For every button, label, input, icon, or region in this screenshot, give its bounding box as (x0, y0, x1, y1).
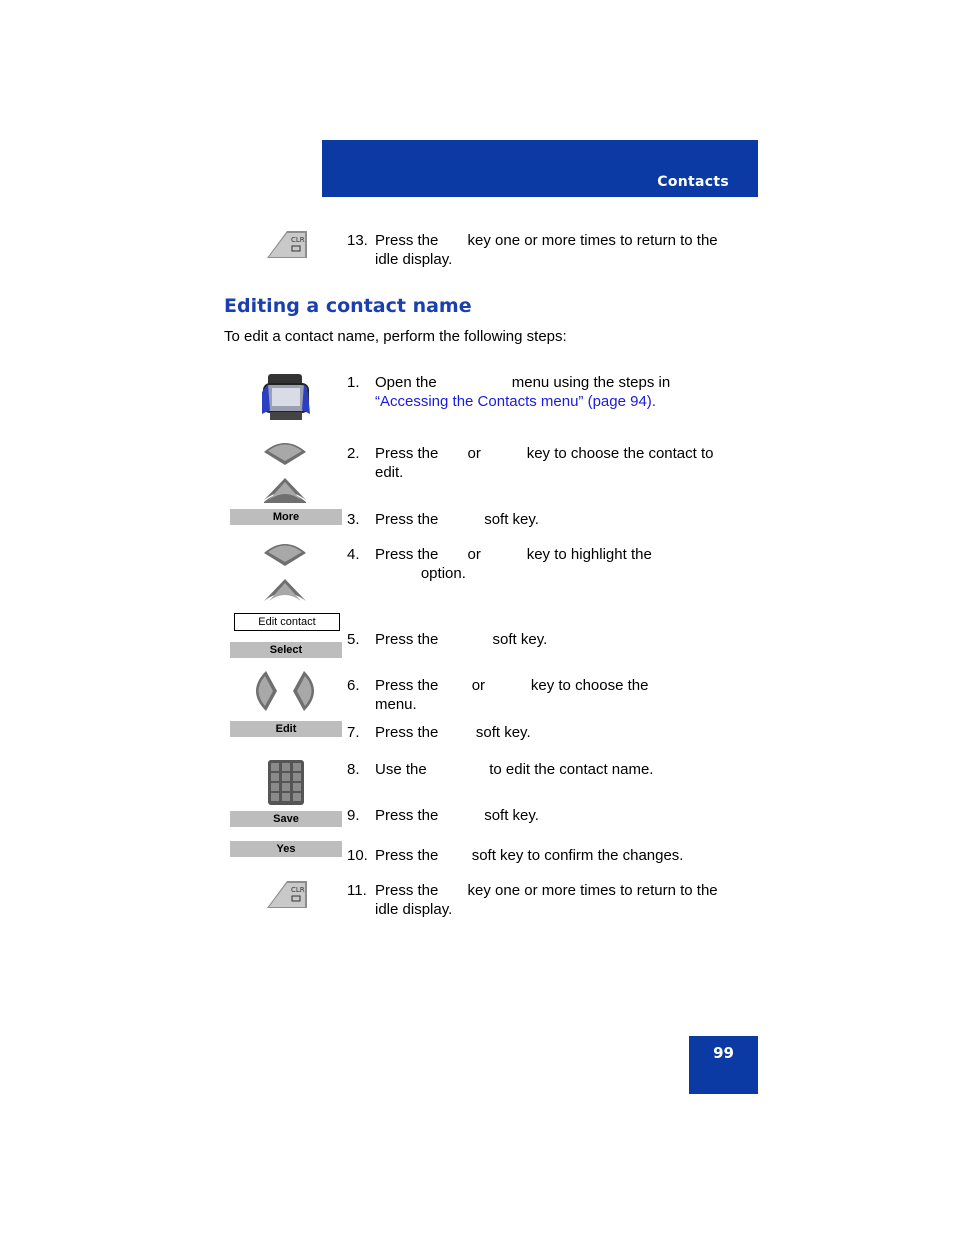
step-number: 13. (347, 232, 368, 249)
step-text: Press the soft key to confirm the changes. (375, 847, 684, 864)
step-number: 1. (347, 374, 360, 391)
step-number: 8. (347, 761, 360, 778)
svg-text:CLR: CLR (291, 236, 305, 244)
phone-handset-icon (258, 370, 314, 424)
step-text: Press the or key to choose the (375, 677, 649, 694)
edit-contact-menu-item[interactable]: Edit contact (234, 613, 340, 631)
dial-pad-icon (268, 760, 304, 805)
step-number: 7. (347, 724, 360, 741)
step-text: Press the soft key. (375, 511, 539, 528)
step-text: Use the to edit the contact name. (375, 761, 654, 778)
up-arrow-key-icon (262, 539, 308, 567)
step-text: option. (375, 565, 466, 582)
step-text: Open the menu using the steps in (375, 374, 671, 391)
right-arrow-key-icon (292, 669, 318, 713)
save-softkey[interactable]: Save (230, 811, 342, 827)
step-text: menu. (375, 696, 417, 713)
intro-text: To edit a contact name, perform the following steps: (224, 328, 567, 345)
step-number: 4. (347, 546, 360, 563)
clr-key-icon (265, 879, 309, 909)
select-softkey[interactable]: Select (230, 642, 342, 658)
step-number: 10. (347, 847, 368, 864)
step-number: 2. (347, 445, 360, 462)
step-text: Press the soft key. (375, 631, 548, 648)
header-title: Contacts (657, 174, 729, 190)
step-number: 9. (347, 807, 360, 824)
step-number: 11. (347, 882, 367, 899)
up-arrow-key-icon (262, 438, 308, 466)
page-number: 99 (713, 1044, 734, 1062)
step-text: Press the soft key. (375, 724, 531, 741)
page-number-box (689, 1036, 758, 1094)
step-text: edit. (375, 464, 404, 481)
step-text: Press the key one or more times to return to the (375, 882, 718, 899)
step-text: Press the or key to highlight the (375, 546, 652, 563)
header-bar (322, 140, 758, 197)
step-number: 6. (347, 677, 360, 694)
step-text: Press the key one or more times to return to the (375, 232, 718, 249)
left-arrow-key-icon (252, 669, 278, 713)
step-text: idle display. (375, 901, 453, 918)
edit-softkey[interactable]: Edit (230, 721, 342, 737)
step-text: Press the soft key. (375, 807, 539, 824)
clr-key-icon (265, 229, 309, 259)
svg-text:CLR: CLR (291, 886, 305, 894)
down-arrow-key-icon (262, 577, 308, 605)
step-number: 3. (347, 511, 360, 528)
accessing-contacts-link[interactable]: “Accessing the Contacts menu” (page 94). (375, 393, 656, 410)
down-arrow-key-icon (262, 476, 308, 504)
section-heading: Editing a contact name (224, 295, 472, 317)
yes-softkey[interactable]: Yes (230, 841, 342, 857)
step-text: idle display. (375, 251, 453, 268)
more-softkey[interactable]: More (230, 509, 342, 525)
step-text: Press the or key to choose the contact to (375, 445, 714, 462)
step-number: 5. (347, 631, 360, 648)
